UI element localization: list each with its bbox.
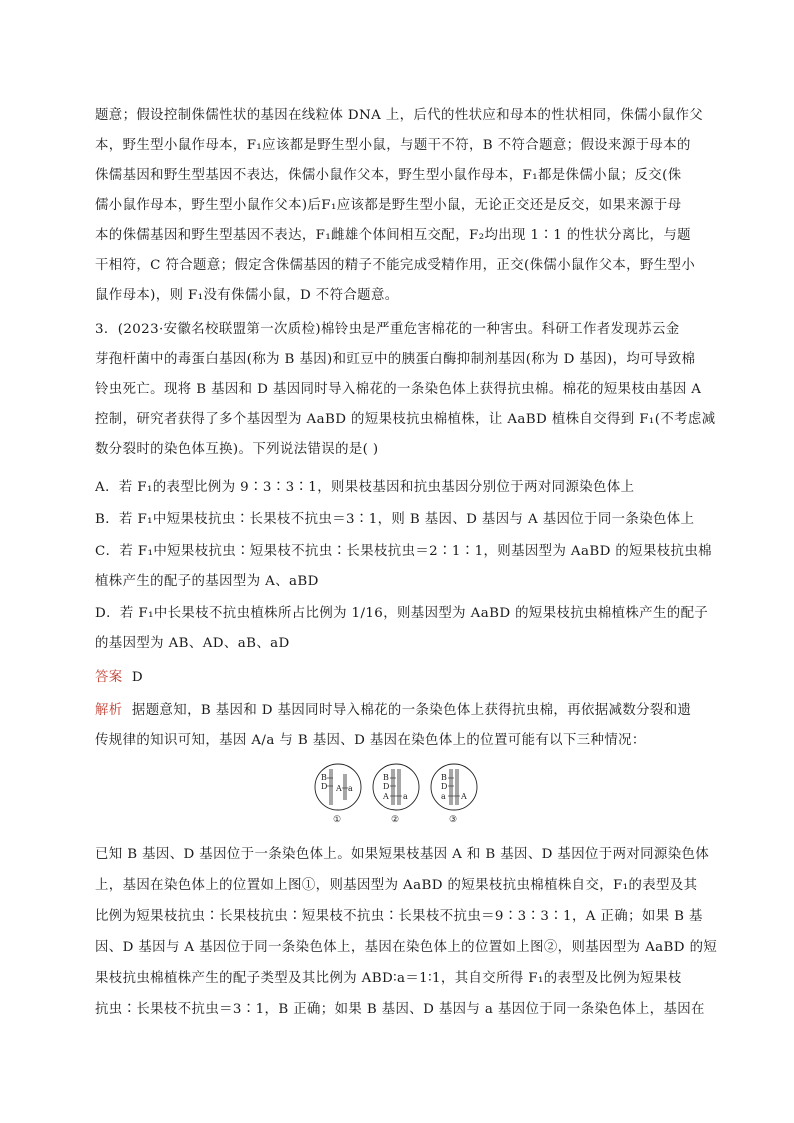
gene-label: D [321,782,328,791]
analysis-text: 据题意知，B 基因和 D 基因同时导入棉花的一条染色体上获得抗虫棉，再依据减数分裂和遗 [131,703,692,718]
gene-label: B [321,773,327,782]
text-line: 本，野生型小鼠作母本，F₁应该都是野生型小鼠，与题干不符，B 不符合题意；假设来源于母本的 [95,138,691,153]
analysis-line: 传规律的知识可知，基因 A/a 与 B 基因、D 基因在染色体上的位置可能有以下三种情况： [95,733,646,748]
text-line: 干相符，C 符合题意；假定含侏儒基因的精子不能完成受精作用，正交(侏儒小鼠作父本，野生型小 [95,258,696,273]
text-line: 本的侏儒基因和野生型基因不表达，F₁雌雄个体间相互交配，F₂均出现 1∶1 的性状分离比，与题 [95,228,691,243]
gene-label: B [441,773,447,782]
text-line: 已知 B 基因、D 基因位于一条染色体上。如果短果枝基因 A 和 B 基因、D 基因位于两对同源染色体 [95,847,710,862]
question-stem-line: 数分裂时的染色体互换)。下列说法错误的是( ) [95,442,379,457]
analysis-line [95,699,715,718]
figure-caption: ② [391,815,400,824]
cell-3 [431,764,477,824]
text-line: 比例为短果枝抗虫∶长果枝抗虫∶短果枝不抗虫∶长果枝不抗虫＝9∶3∶3∶1，A 正确；如果 B 基 [95,909,703,924]
text-line: 鼠作母本)，则 F₁没有侏儒小鼠，D 不符合题意。 [95,288,399,303]
question-stem-line: 控制，研究者获得了多个基因型为 AaBD 的短果枝抗虫棉植株，让 AaBD 植株自交得到 F₁(不考虑减 [95,412,716,427]
text-line: 抗虫∶长果枝不抗虫＝3∶1，B 正确；如果 B 基因、D 基因与 a 基因位于同一条染色体上，基因在 [95,1002,705,1017]
gene-label: a [441,792,446,801]
question-stem-line: 芽孢杆菌中的毒蛋白基因(称为 B 基因)和豇豆中的胰蛋白酶抑制剂基因(称为 D 基因)，均可导致棉 [95,352,696,367]
text-line: 题意；假设控制侏儒性状的基因在线粒体 DNA 上，后代的性状应和母本的性状相同，侏儒小鼠作父 [95,108,704,123]
chromosome-figure [313,762,479,824]
question-stem-line: 3．(2023·安徽名校联盟第一次质检)棉铃虫是严重危害棉花的一种害虫。科研工作者发现苏云金 [95,322,680,337]
analysis-label: 解析 [95,703,123,718]
figure-caption: ① [333,815,342,824]
text-line: 侏儒基因和野生型基因不表达，侏儒小鼠作父本，野生型小鼠作母本，F₁都是侏儒小鼠；反交(侏 [95,168,682,183]
cell-1 [315,764,361,824]
question-stem-line: 铃虫死亡。现将 B 基因和 D 基因同时导入棉花的一条染色体上获得抗虫棉。棉花的短果枝由基因 A [95,382,702,397]
gene-label: D [383,782,390,791]
option-c-cont: 植株产生的配子的基因型为 A、aBD [95,574,319,589]
option-d: D．若 F₁中长果枝不抗虫植株所占比例为 1/16，则基因型为 AaBD 的短果枝抗虫棉植株产生的配子 [95,606,709,621]
option-b: B．若 F₁中短果枝抗虫∶长果枝不抗虫＝3∶1，则 B 基因、D 基因与 A 基因位于同一条染色体上 [95,512,695,527]
gene-label: A [336,784,342,793]
answer-line [95,666,715,685]
text-line: 果枝抗虫棉植株产生的配子类型及其比例为 ABD∶a＝1∶1，其自交所得 F₁的表型及比例为短果枝 [95,971,682,986]
option-c: C．若 F₁中短果枝抗虫∶短果枝不抗虫∶长果枝抗虫＝2∶1∶1，则基因型为 AaBD 的短果枝抗虫棉 [95,544,712,559]
gene-label: B [383,773,389,782]
option-d-cont: 的基因型为 AB、AD、aB、aD [95,636,290,651]
text-line: 上，基因在染色体上的位置如上图①，则基因型为 AaBD 的短果枝抗虫棉植株自交，F₁的表型及其 [95,878,698,893]
option-a: A．若 F₁的表型比例为 9∶3∶3∶1，则果枝基因和抗虫基因分别位于两对同源染色体上 [95,480,635,495]
cell-2 [373,764,419,824]
text-line: 因、D 基因与 A 基因位于同一条染色体上，基因在染色体上的位置如上图②，则基因型为 AaBD 的短 [95,940,718,955]
gene-label: a [348,784,353,793]
gene-label: D [441,782,448,791]
text-line: 儒小鼠作母本，野生型小鼠作父本)后F₁应该都是野生型小鼠，无论正交还是反交，如果来源于母 [95,198,682,213]
gene-label: A [383,792,389,801]
gene-label: a [403,792,408,801]
figure-caption: ③ [449,815,458,824]
gene-label: A [461,792,467,801]
answer-value: D [131,670,144,685]
answer-label: 答案 [95,670,123,685]
